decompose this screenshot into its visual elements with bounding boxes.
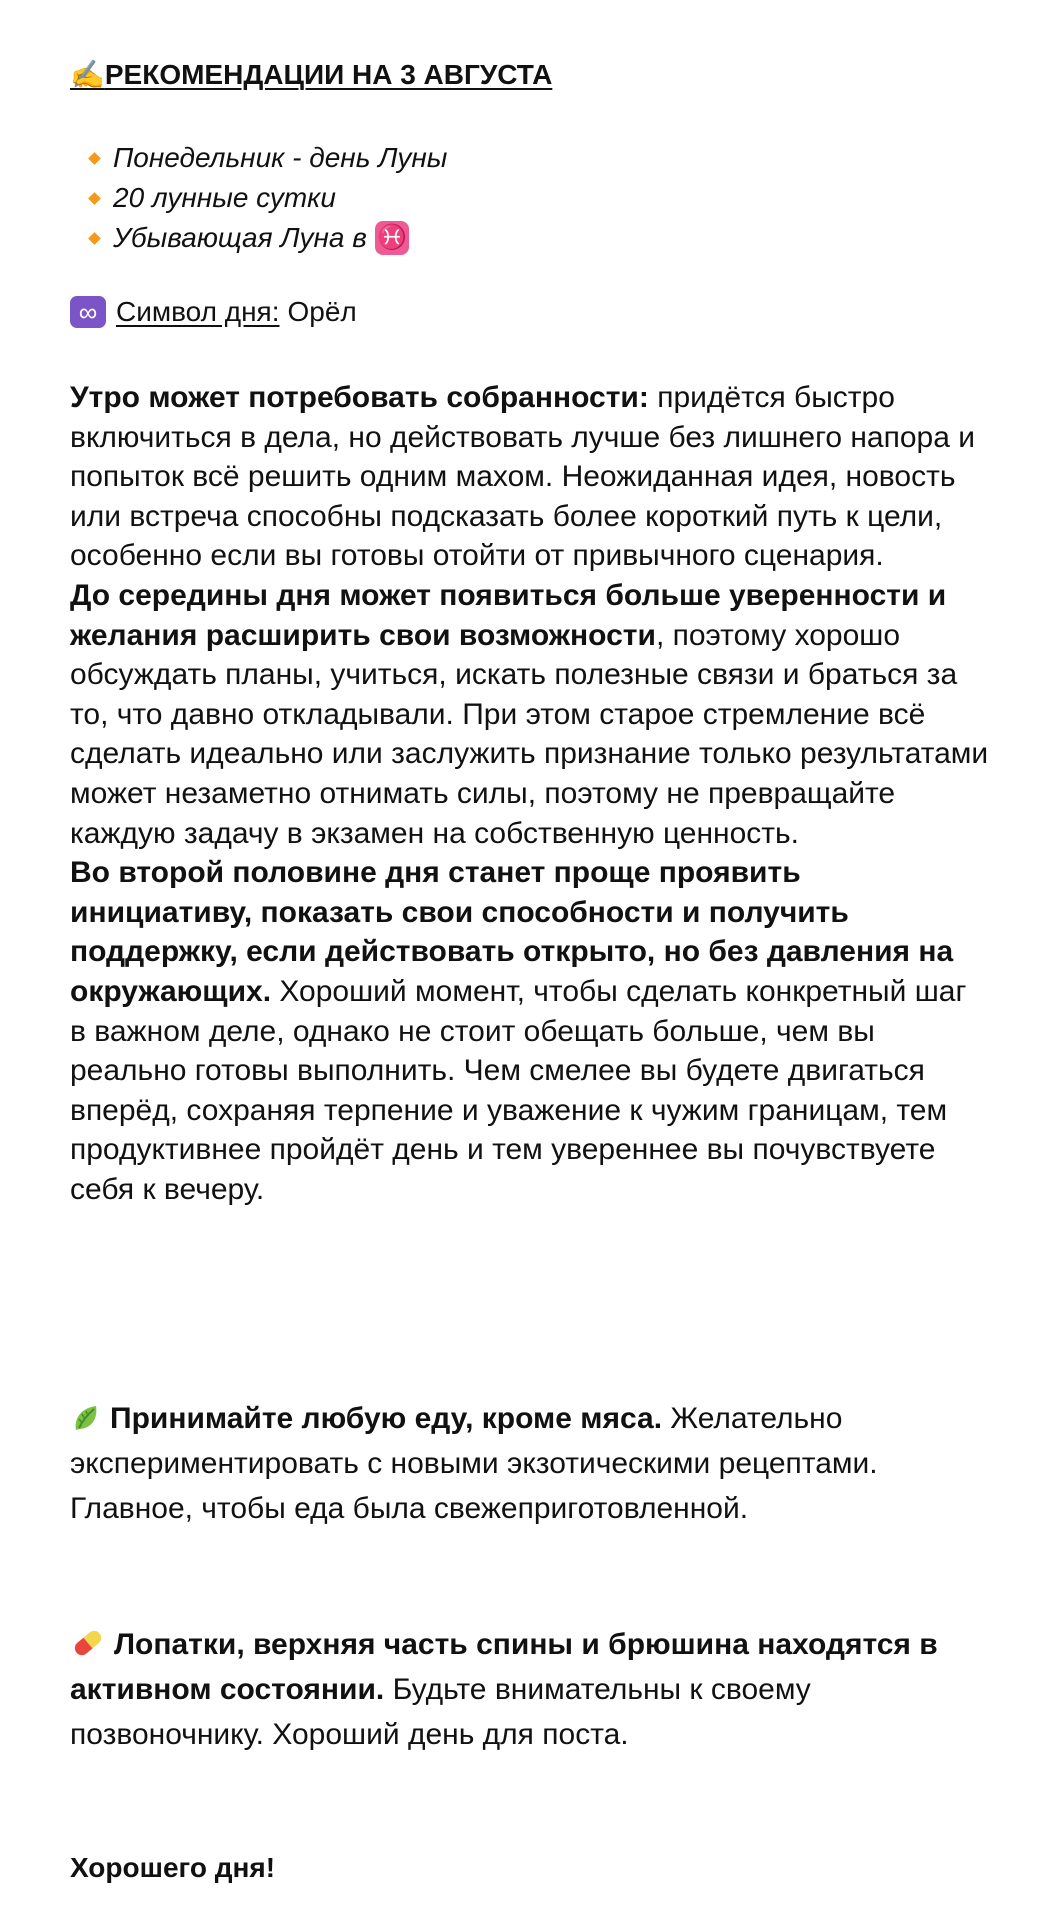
list-item <box>82 178 447 218</box>
food-section <box>70 1396 990 1531</box>
paragraph-body: Хороший момент, чтобы сделать конкретный шаг в важном деле, однако не стоит обещать больше, чем вы реально готовы выполнить. Чем смелее вы будете двигаться вперёд, сохраняя терпение и уважение к чужим границам, тем продуктивнее пройдёт день и тем увереннее вы почувствуете себя к вечеру. <box>70 974 967 1206</box>
pisces-icon: ♓ <box>375 221 409 255</box>
page-title <box>70 58 552 91</box>
orange-diamond-icon <box>88 152 101 165</box>
closing-text: Хорошего дня! <box>70 1852 276 1883</box>
paragraph-body: придётся быстро включиться в дела, но действовать лучше без лишнего напора и попыток всё решить одним махом. Неожиданная идея, новость или встреча способны подсказать более короткий путь к цели, особенно если вы готовы отойти от привычного сценария. <box>70 381 976 573</box>
food-lead: Принимайте любую еду, кроме мяса. <box>110 1402 663 1435</box>
symbol-label: Символ дня: <box>116 296 280 327</box>
food-body: Желательно экспериментировать с новыми экзотическими рецептами. Главное, чтобы еда была свежеприготовленной. <box>70 1402 878 1525</box>
symbol-value: Орёл <box>287 296 357 327</box>
pill-icon <box>70 1625 106 1661</box>
health-body: Будьте внимательны к своему позвоночнику. Хороший день для поста. <box>70 1673 811 1751</box>
title-text: РЕКОМЕНДАЦИИ НА 3 АВГУСТА <box>104 59 553 90</box>
writing-hand-icon: ✍️ <box>70 59 105 90</box>
health-paragraph <box>70 1622 990 1757</box>
list-item-text: Понедельник - день Луны <box>113 142 448 173</box>
paragraph-lead: Утро может потребовать собранности: <box>70 381 649 414</box>
paragraph-morning <box>70 378 990 576</box>
paragraph-midday <box>70 576 990 853</box>
orange-diamond-icon <box>88 232 101 245</box>
health-lead: Лопатки, верхняя часть спины и брюшина находятся в активном состоянии. <box>70 1628 938 1706</box>
health-section <box>70 1622 990 1757</box>
paragraph-lead: До середины дня может появиться больше уверенности и желания расширить свои возможности <box>70 578 947 652</box>
orange-diamond-icon <box>88 192 101 205</box>
paragraph-body: , поэтому хорошо обсуждать планы, учиться, искать полезные связи и браться за то, что давно откладывали. При этом старое стремление всё сделать идеально или заслужить признание только результатами может незаметно отнимать силы, поэтому не превращайте каждую задачу в экзамен на собственную ценность. <box>70 618 989 850</box>
forecast-text <box>70 378 990 1209</box>
list-item-text: Убывающая Луна в <box>113 222 367 253</box>
infinity-icon: ∞ <box>70 296 106 328</box>
list-item <box>82 138 447 178</box>
paragraph-lead: Во второй половине дня станет проще проявить инициативу, показать свои способности и получить поддержку, если действовать открыто, но без давления на окружающих. <box>70 856 954 1008</box>
paragraph-afternoon <box>70 853 990 1209</box>
list-item <box>82 218 447 258</box>
list-item-text: 20 лунные сутки <box>113 182 336 213</box>
symbol-of-day <box>70 296 357 328</box>
moon-info-list <box>82 138 447 258</box>
food-paragraph <box>70 1396 990 1531</box>
leafy-green-icon <box>70 1402 102 1434</box>
